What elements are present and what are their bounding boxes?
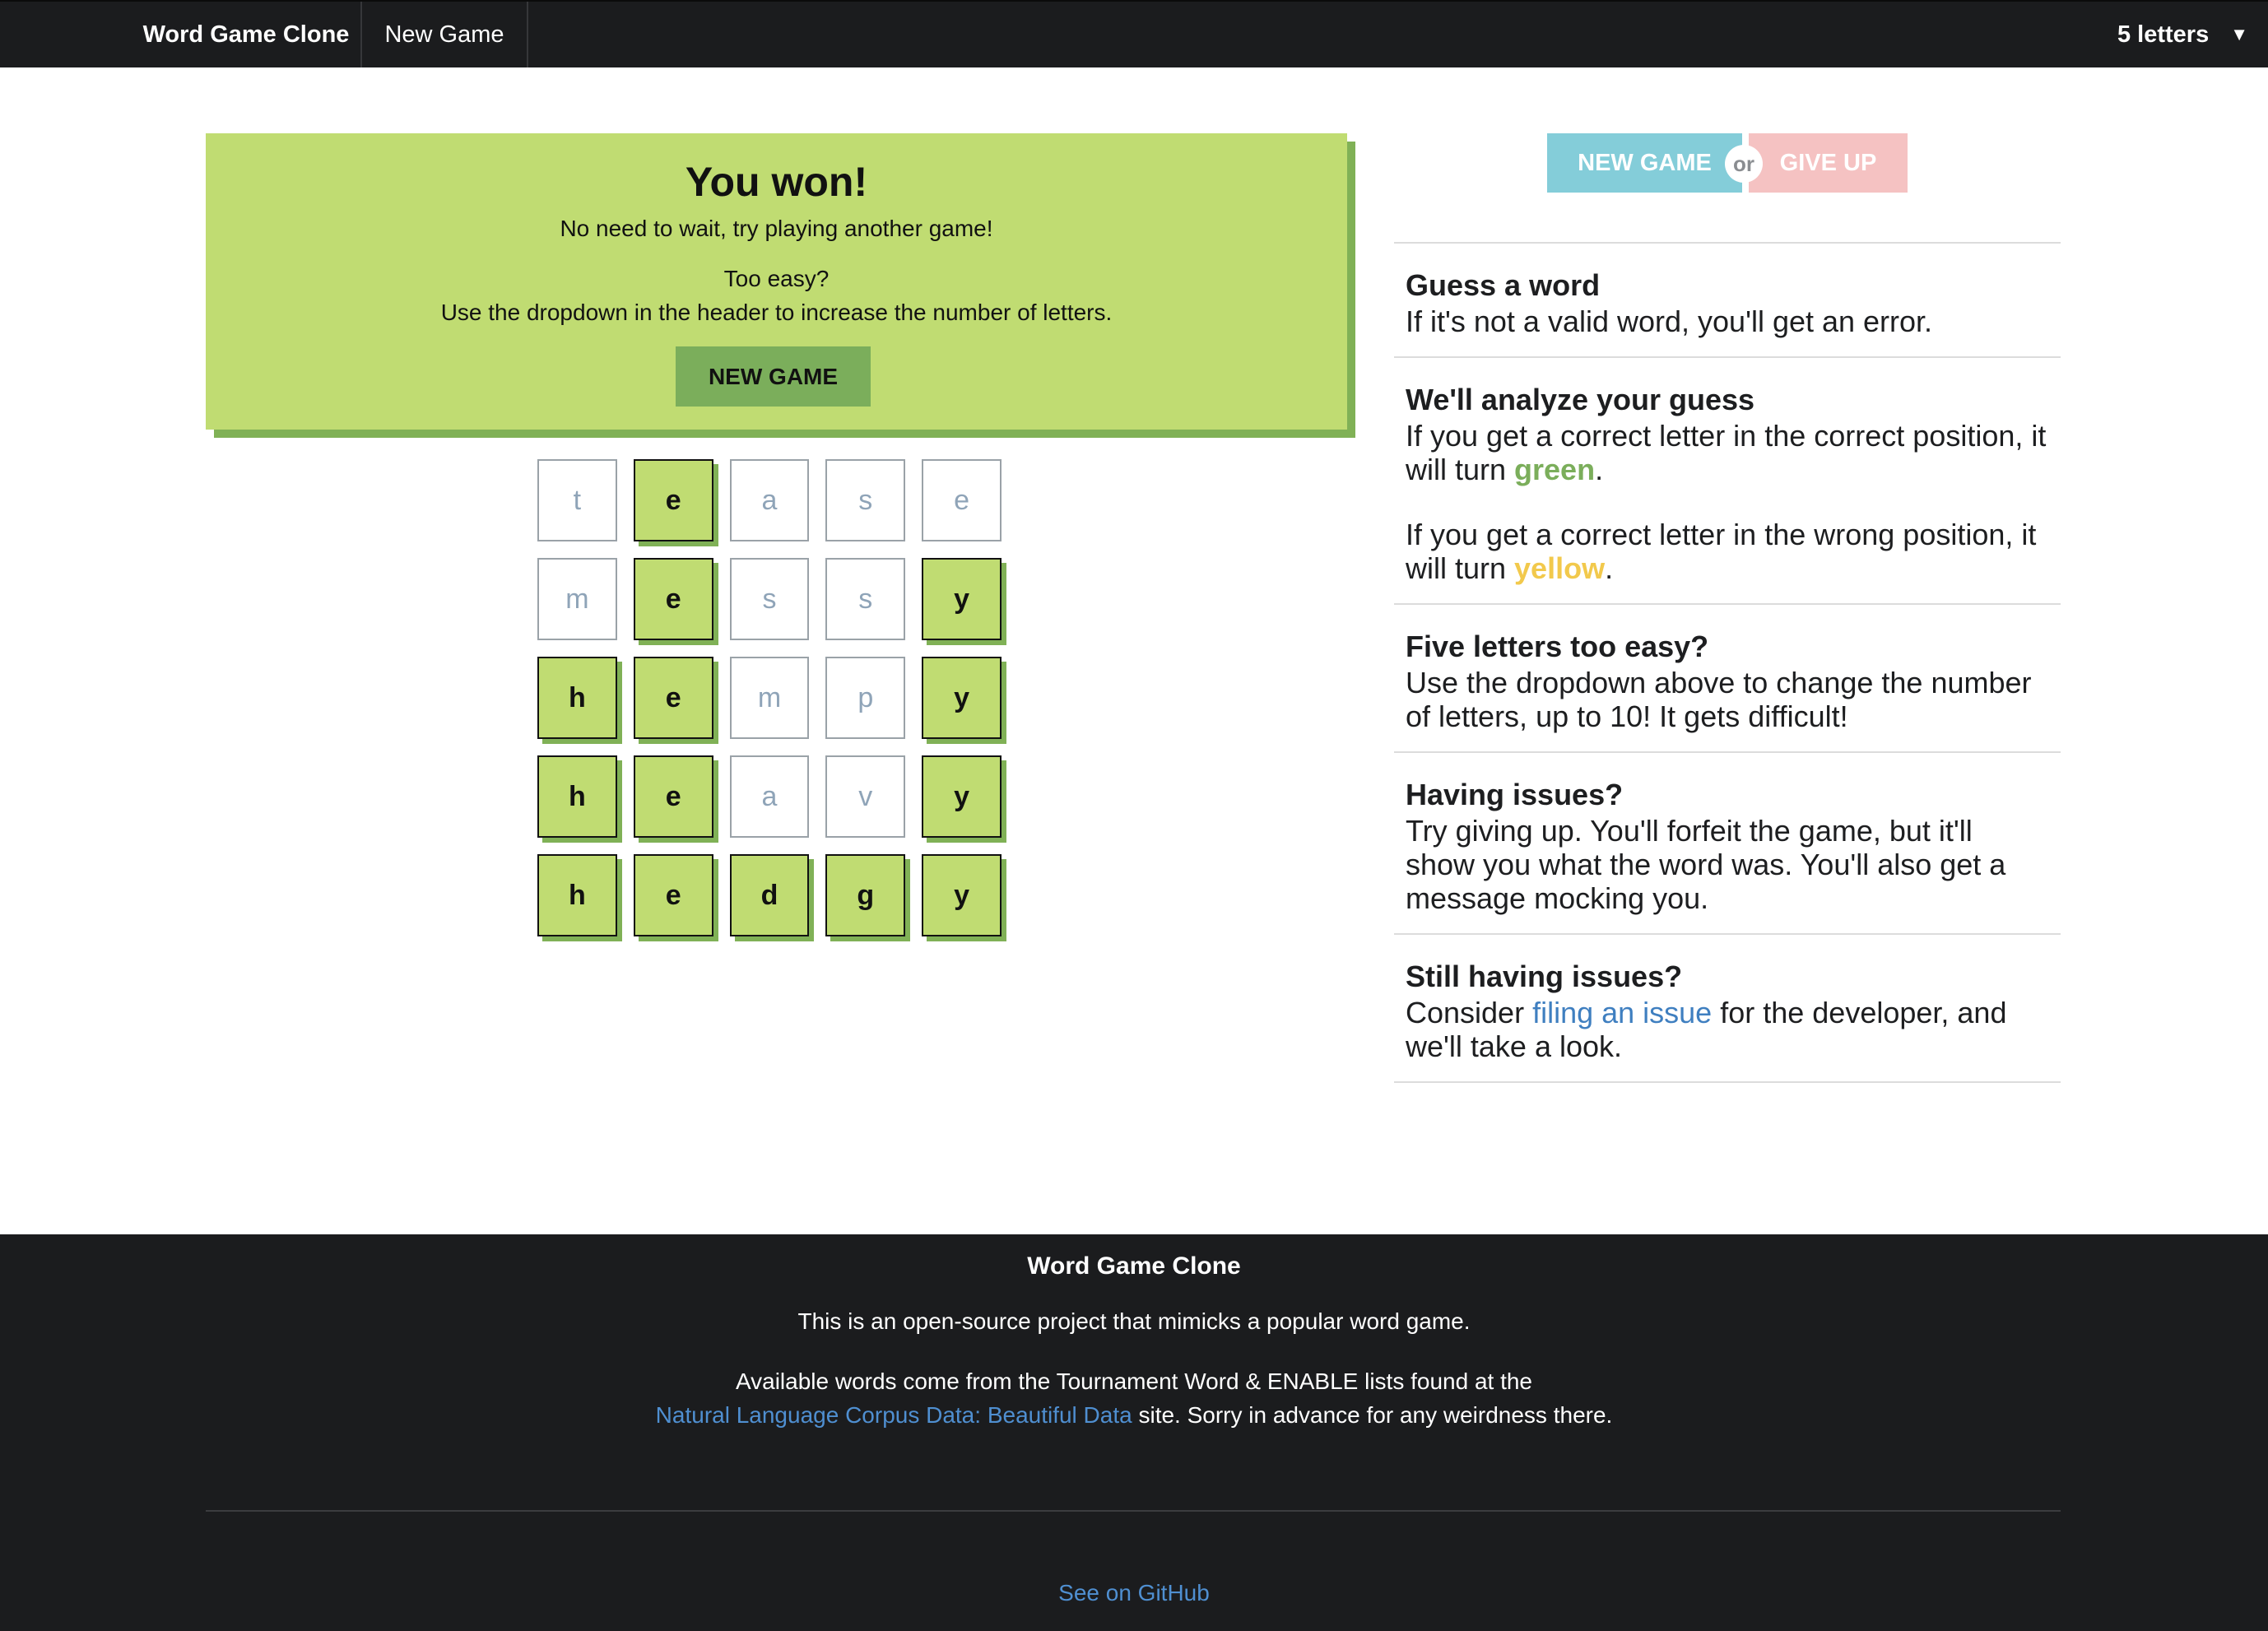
win-message: No need to wait, try playing another game!: [560, 216, 993, 241]
corpus-data-link[interactable]: Natural Language Corpus Data: Beautiful Data: [655, 1402, 1132, 1428]
letter-tile: p: [825, 657, 905, 739]
letter-tile: h: [537, 657, 617, 739]
help-text-green: [1406, 419, 2049, 486]
guess-row: [537, 459, 1018, 541]
footer-sources: [0, 1364, 2268, 1432]
green-word: green: [1514, 453, 1596, 486]
yellow-word: yellow: [1514, 551, 1606, 585]
letter-tile: e: [634, 755, 713, 838]
footer-sources-text: site. Sorry in advance for any weirdness there.: [1132, 1402, 1613, 1428]
help-text-part: .: [1595, 453, 1604, 486]
letter-tile: d: [730, 854, 810, 936]
guess-row: [537, 657, 1018, 739]
help-text-yellow: [1406, 518, 2049, 585]
nav-new-game-link[interactable]: New Game: [362, 2, 528, 67]
letter-tile: a: [730, 755, 810, 838]
brand-link[interactable]: Word Game Clone: [132, 2, 362, 67]
letter-tile: y: [922, 755, 1002, 838]
letter-tile: v: [825, 755, 905, 838]
new-game-button[interactable]: NEW GAME: [1547, 133, 1742, 193]
dropdown-hint: Use the dropdown in the header to increase the number of letters.: [440, 300, 1113, 325]
banner-new-game-button[interactable]: NEW GAME: [676, 346, 871, 407]
help-heading: We'll analyze your guess: [1406, 383, 1755, 416]
help-section-analyze: [1394, 356, 2061, 603]
letter-tile: e: [634, 558, 713, 640]
too-easy-text: Too easy?: [723, 266, 830, 291]
letter-tile: e: [634, 657, 713, 739]
help-text: If it's not a valid word, you'll get an error.: [1406, 304, 1933, 338]
github-link[interactable]: See on GitHub: [1058, 1580, 1210, 1605]
game-board: [537, 459, 1018, 953]
help-heading: Still having issues?: [1406, 960, 1683, 993]
help-panel: [1394, 242, 2061, 1083]
footer-sources-text: Available words come from the Tournament Word & ENABLE lists found at the: [735, 1368, 1533, 1394]
help-text-part: If you get a correct letter in the wrong position, it will turn: [1406, 518, 2037, 585]
win-title: You won!: [685, 159, 868, 205]
footer-title: Word Game Clone: [1027, 1252, 1241, 1280]
help-text-part: for the developer, and we'll take a look.: [1406, 996, 2007, 1063]
page-footer: [0, 1234, 2268, 1631]
letter-tile: e: [634, 854, 713, 936]
letter-tile: h: [537, 854, 617, 936]
guess-row: [537, 558, 1018, 640]
letter-tile: y: [922, 558, 1002, 640]
letter-tile: e: [922, 459, 1002, 541]
help-section-guess: [1394, 242, 2061, 356]
help-text-part: .: [1605, 551, 1614, 585]
help-section-issues: [1394, 751, 2061, 933]
help-heading: Guess a word: [1406, 268, 1601, 302]
letter-tile: a: [730, 459, 810, 541]
guess-row: [537, 755, 1018, 838]
footer-divider: [206, 1510, 2061, 1512]
top-navbar: [0, 0, 2268, 67]
letters-dropdown[interactable]: [2117, 2, 2248, 67]
help-text: [1406, 996, 2049, 1063]
file-issue-link[interactable]: filing an issue: [1532, 996, 1713, 1029]
or-divider: or: [1725, 145, 1763, 183]
win-banner: [206, 133, 1347, 430]
help-heading: Five letters too easy?: [1406, 630, 1709, 663]
letter-tile: s: [825, 459, 905, 541]
footer-description: This is an open-source project that mimicks a popular word game.: [797, 1308, 1471, 1334]
letter-tile: h: [537, 755, 617, 838]
help-section-still-issues: [1394, 933, 2061, 1083]
help-text: Use the dropdown above to change the number of letters, up to 10! It gets difficult!: [1406, 666, 2032, 733]
letters-dropdown-label: 5 letters: [2117, 21, 2210, 48]
letter-tile: t: [537, 459, 617, 541]
help-heading: Having issues?: [1406, 778, 1624, 811]
letter-tile: y: [922, 854, 1002, 936]
letter-tile: m: [730, 657, 810, 739]
letter-tile: g: [825, 854, 905, 936]
letter-tile: e: [634, 459, 713, 541]
letter-tile: y: [922, 657, 1002, 739]
help-text-part: If you get a correct letter in the correct position, it will turn: [1406, 419, 2047, 486]
letter-tile: s: [730, 558, 810, 640]
letter-tile: s: [825, 558, 905, 640]
help-text-part: Consider: [1406, 996, 1533, 1029]
help-section-too-easy: [1394, 603, 2061, 751]
caret-down-icon: ▼: [2230, 24, 2248, 44]
letter-tile: m: [537, 558, 617, 640]
guess-row: [537, 854, 1018, 936]
help-text: Try giving up. You'll forfeit the game, but it'll show you what the word was. You'll also get a message mocking you.: [1406, 814, 2006, 915]
give-up-button[interactable]: GIVE UP: [1749, 133, 1908, 193]
